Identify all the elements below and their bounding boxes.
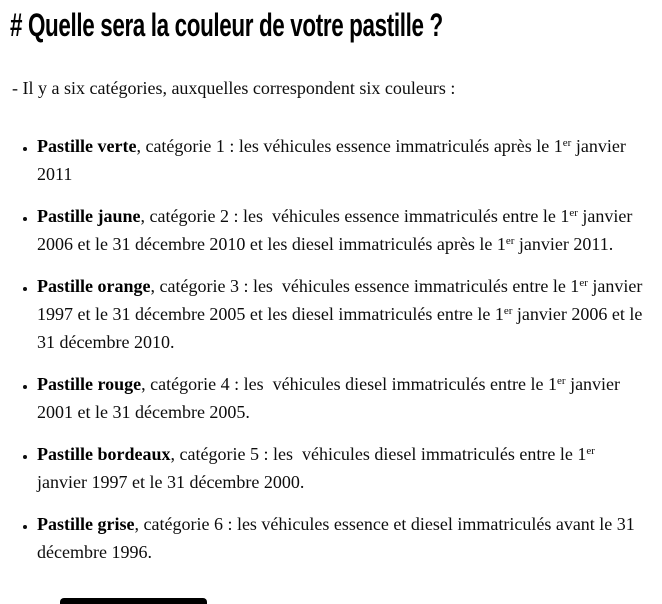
pastille-name: Pastille bordeaux [37,444,171,464]
category-list [0,132,662,566]
pastille-name: Pastille orange [37,276,151,296]
pastille-name: Pastille verte [37,136,137,156]
list-item: • Pastille grise, catégorie 6 : les véhicules essence et diesel immatriculés avant le 31 décembre 1996. [37,510,648,566]
intro-text: - Il y a six catégories, auxquelles correspondent six couleurs : [12,78,456,98]
ordinal-superscript: er [503,305,513,317]
article-page [0,6,662,604]
pastille-name: Pastille jaune [37,206,141,226]
ordinal-superscript: er [562,137,572,149]
pastille-name: Pastille grise [37,514,135,534]
ordinal-superscript: er [579,277,588,289]
bottom-partial-element [60,598,207,604]
list-item: • Pastille bordeaux, catégorie 5 : les véhicules diesel immatriculés entre le 1er janvier 1997 et le 31 décembre 2000. [37,440,648,496]
list-item: • Pastille verte, catégorie 1 : les véhicules essence immatriculés après le 1er janvier 2011 [37,132,648,188]
ordinal-superscript: er [569,207,578,219]
list-item: • Pastille jaune, catégorie 2 : les véhicules essence immatriculés entre le 1er janvier 2006 et le 31 décembre 2010 et les diesel immatriculés après le 1er janvier 2011. [37,202,648,258]
ordinal-superscript: er [505,235,515,247]
list-item: • Pastille orange, catégorie 3 : les véhicules essence immatriculés entre le 1er janvier 1997 et le 31 décembre 2005 et les diesel immatriculés entre le 1er janvier 2006 et le 31 décembre 2010. [37,272,648,356]
list-item: • Pastille rouge, catégorie 4 : les véhicules diesel immatriculés entre le 1er janvier 2001 et le 31 décembre 2005. [37,370,648,426]
ordinal-superscript: er [586,445,595,457]
pastille-name: Pastille rouge [37,374,142,394]
page-title: # Quelle sera la couleur de votre pastille ? [10,7,443,43]
ordinal-superscript: er [557,375,566,387]
